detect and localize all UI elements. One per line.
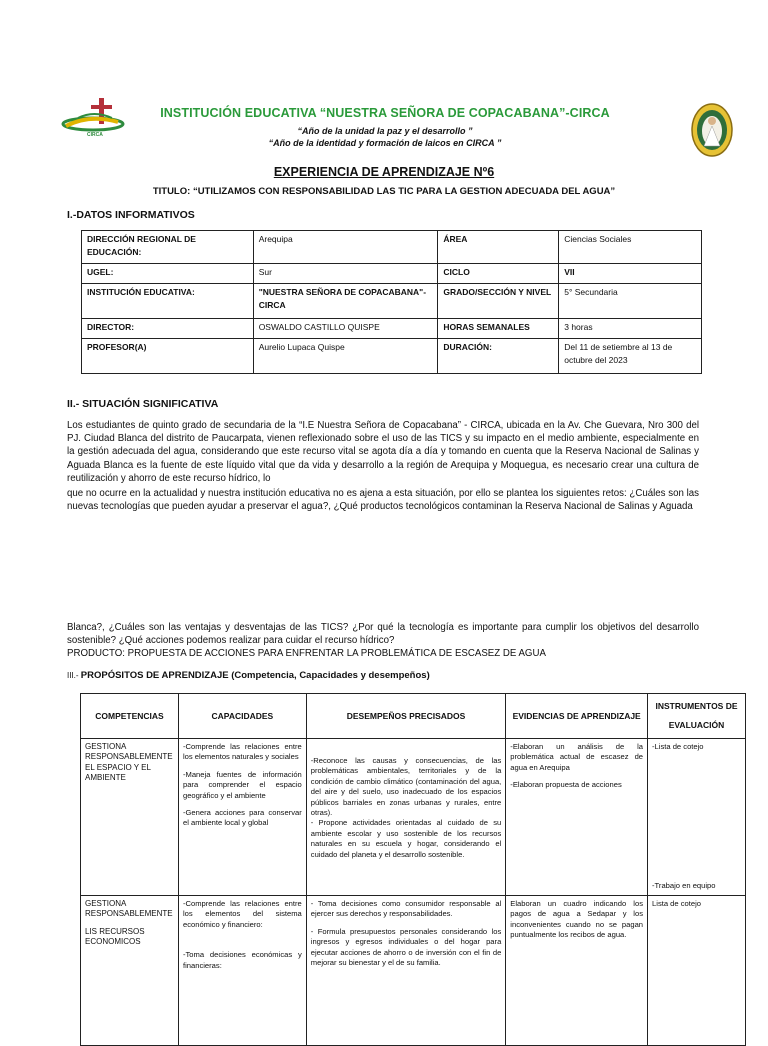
evidencias-cell: Elaboran un cuadro indicando los pagos de agua a Sedapar y los inconvenientes cuando no se pagan puntualmente los recibos de agua.: [506, 896, 648, 1046]
table-header-row: [81, 694, 746, 739]
info-value: OSWALDO CASTILLO QUISPE: [253, 319, 438, 339]
col-header: DESEMPEÑOS PRECISADOS: [306, 694, 506, 739]
institution-name: INSTITUCIÓN EDUCATIVA “NUESTRA SEÑORA DE COPACABANA”-CIRCA: [160, 106, 610, 120]
info-value: VII: [559, 264, 702, 284]
info-label: INSTITUCIÓN EDUCATIVA:: [82, 284, 254, 319]
instrumentos-cell: [648, 739, 746, 896]
subtitle-label: TITULO:: [152, 186, 191, 197]
section1-heading: I.-DATOS INFORMATIVOS: [67, 209, 195, 221]
info-label: PROFESOR(A): [82, 339, 254, 374]
info-label: UGEL:: [82, 264, 254, 284]
desempeno-item: - Formula presupuestos personales considerando los ingresos y egresos individuales o del hogar para ejecutar acciones de ahorro o de inversión con el fin de mejorar su bienestar y el de su familia.: [310, 926, 502, 968]
table-row: [81, 739, 746, 896]
info-value: Ciencias Sociales: [559, 231, 702, 264]
situation-paragraph-3: Blanca?, ¿Cuáles son las ventajas y desventajas de las TICS? ¿Por qué la tecnología es importante para cumplir los objetivos del desarrollo sostenible? ¿Qué acciones podemos realizar para cuidar el recurso hídrico?: [67, 622, 699, 647]
info-value: Sur: [253, 264, 438, 284]
experience-subtitle: [0, 186, 768, 197]
info-value: Aurelio Lupaca Quispe: [253, 339, 438, 374]
info-value: 3 horas: [559, 319, 702, 339]
motto-1: “Año de la unidad la paz y el desarrollo ”: [297, 126, 473, 136]
capacidades-cell: [178, 896, 306, 1046]
logo-caption: CIRCA: [87, 132, 103, 138]
capacidad-item: -Comprende las relaciones entre los elementos del sistema económico y financiero:: [182, 899, 302, 929]
competencia-line: GESTIONA RESPONSABLEMENTE: [85, 899, 173, 919]
table-row: [82, 284, 702, 319]
info-label: GRADO/SECCIÓN Y NIVEL: [438, 284, 559, 319]
evidencias-cell: [506, 739, 648, 896]
situation-paragraph-2: que no ocurre en la actualidad y nuestra institución educativa no es ajena a esta situación, por ello se plantea los siguientes retos: ¿Cuáles son las nuevas tecnologías que pueden ayudar a preservar el agua?, ¿Qué productos tecnológicos contaminan la Reserva Nacional de Salinas y Aguada: [67, 488, 699, 513]
col-header: EVIDENCIAS DE APRENDIZAJE: [506, 694, 648, 739]
table-row: [82, 339, 702, 374]
col-header: INSTRUMENTOS DE EVALUACIÓN: [648, 694, 746, 739]
capacidades-cell: [178, 739, 306, 896]
info-value: Del 11 de setiembre al 13 de octubre del 2023: [559, 339, 702, 374]
capacidad-item: -Maneja fuentes de información para comprender el espacio geográfico y el ambiente: [182, 769, 302, 800]
school-seal: [690, 102, 734, 158]
info-value: 5° Secundaria: [559, 284, 702, 319]
info-label: DURACIÓN:: [438, 339, 559, 374]
desempenos-cell: [306, 896, 506, 1046]
propositos-table: [80, 693, 746, 1046]
info-value: "NUESTRA SEÑORA DE COPACABANA"-CIRCA: [253, 284, 438, 319]
product-line: PRODUCTO: PROPUESTA DE ACCIONES PARA ENFRENTAR LA PROBLEMÁTICA DE ESCASEZ DE AGUA: [67, 648, 546, 659]
subtitle-text: “UTILIZAMOS CON RESPONSABILIDAD LAS TIC PARA LA GESTION ADECUADA DEL AGUA”: [192, 186, 616, 197]
competencia-cell: GESTIONA RESPONSABLEMENTE EL ESPACIO Y EL AMBIENTE: [81, 739, 179, 896]
datos-informativos-table: [81, 230, 702, 374]
info-label: ÁREA: [438, 231, 559, 264]
table-row: [82, 264, 702, 284]
situation-paragraph-1: Los estudiantes de quinto grado de secundaria de la “I.E Nuestra Señora de Copacabana” - CIRCA, ubicada en la Av. Che Guevara, Nro 300 del PJ. Ciudad Blanca del distrito de Paucarpata, vienen reflexionado sobre el uso de las TICS y su impacto en el medio ambiente, especialmente en la gestión adecuada del agua, considerando que este recurso vital se agota día a día y tomando en cuenta que la Reserva Nacional de Salinas y Aguada Blanca es la fuente de este líquido vital que da vida y desarrollo a la región de Arequipa y Moquegua, es necesario crear una cultura de reutilización y ahorro de este recurso hídrico, lo: [67, 420, 699, 484]
instrumentos-cell: Lista de cotejo: [648, 896, 746, 1046]
table-row: [82, 319, 702, 339]
desempenos-cell: [306, 739, 506, 896]
capacidad-item: -Genera acciones para conservar el ambiente local y global: [182, 808, 302, 828]
motto-2: “Año de la identidad y formación de laicos en CIRCA ”: [268, 138, 502, 148]
info-label: DIRECCIÓN REGIONAL DE EDUCACIÓN:: [82, 231, 254, 264]
competencia-line: LIS RECURSOS ECONOMICOS: [85, 926, 145, 947]
info-label: CICLO: [438, 264, 559, 284]
capacidad-item: -Comprende las relaciones entre los elementos naturales y sociales: [182, 742, 302, 762]
desempeno-item: - Propone actividades orientadas al cuidado de su ambiente escolar y uso sostenible de los recursos naturales en su escuela y hogar, considerando el cuidado del planeta y el desarrollo sostenible.: [310, 818, 502, 859]
instrumento-item: -Lista de cotejo: [652, 742, 704, 751]
evidencia-item: -Elaboran propuesta de acciones: [510, 780, 622, 790]
capacidad-item: -Toma decisiones económicas y financieras:: [182, 950, 302, 970]
instrumento-item: -Trabajo en equipo: [652, 880, 716, 890]
info-value: Arequipa: [253, 231, 438, 264]
info-label: DIRECTOR:: [82, 319, 254, 339]
section3-heading: [67, 670, 430, 681]
evidencia-item: -Elaboran un análisis de la problemática actual de escasez de agua en Arequipa: [510, 742, 644, 772]
section3-title: PROPÓSITOS DE APRENDIZAJE (Competencia, Capacidades y desempeños): [80, 670, 430, 681]
circa-logo: [60, 96, 130, 142]
desempeno-item: - Toma decisiones como consumidor responsable al ejercer sus derechos y responsabilidades.: [310, 899, 502, 919]
competencia-cell: [81, 896, 179, 1046]
col-header: COMPETENCIAS: [81, 694, 179, 739]
col-header: CAPACIDADES: [178, 694, 306, 739]
desempeno-item: -Reconoce las causas y consecuencias, de las problemáticas ambientales, territoriales y de la condición de cambio climático (contaminación del agua, del aire y del suelo, uso inadecuado de los espacios públicos barriales en zonas urbanas y rurales, entre otras).: [310, 756, 502, 818]
table-row: [82, 231, 702, 264]
section2-heading: II.- SITUACIÓN SIGNIFICATIVA: [67, 398, 219, 410]
section3-number: III.-: [67, 671, 81, 680]
experience-title: EXPERIENCIA DE APRENDIZAJE Nº6: [273, 165, 495, 179]
table-row: [81, 896, 746, 1046]
info-label: HORAS SEMANALES: [438, 319, 559, 339]
